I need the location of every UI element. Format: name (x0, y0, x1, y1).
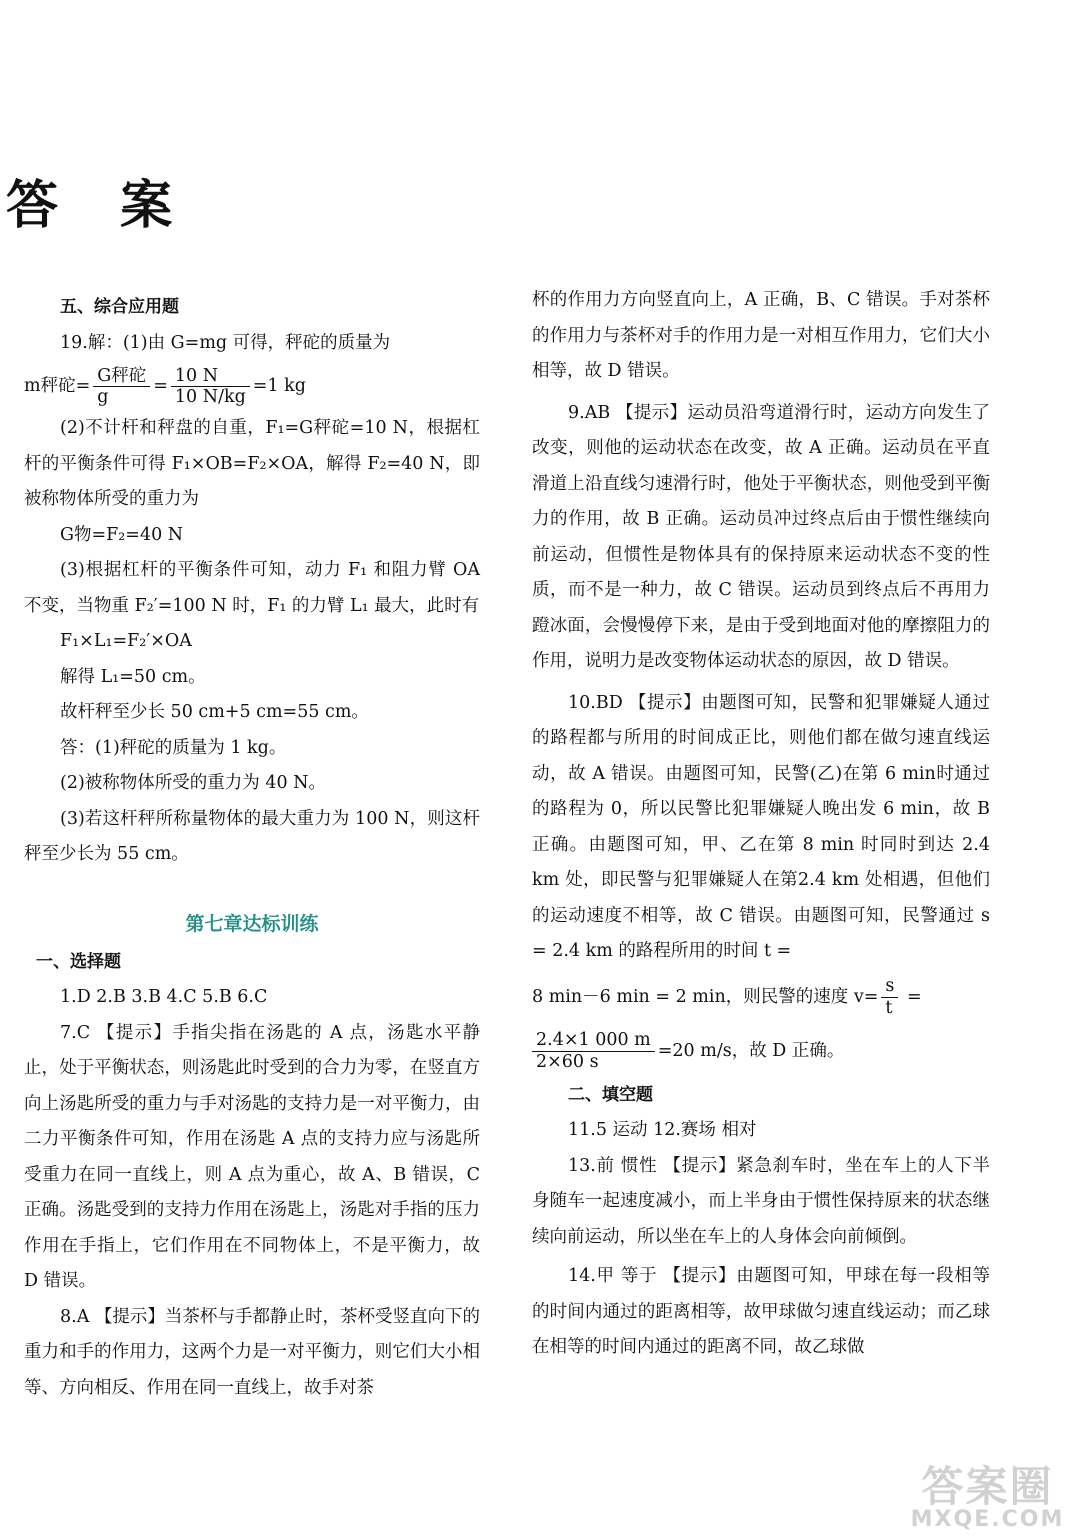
formula-lhs: m秤砣= (24, 376, 91, 396)
q9-explanation: 9.AB 【提示】运动员沿弯道滑行时，运动方向发生了改变，则他的运动状态在改变，故 A 正确。运动员在平直滑道上沿直线匀速滑行时，他处于平衡状态，则他受到平衡力的作用，故 B 正确。运动员冲过终点后由于惯性继续向前运动，但惯性是物体具有的保持原来运动状态不变的性质，而不是一种力，故 C 错误。运动员到终点后不再用力蹬冰面，会慢慢停下来，是由于受到地面对他的摩擦阻力的作用，说明力是改变物体运动状态的原因，故 D 错误。 (532, 402, 990, 671)
q7-explanation: 7.C 【提示】手指尖指在汤匙的 A 点，汤匙水平静止，处于平衡状态，则汤匙此时受到的合力为零，在竖直方向上汤匙所受的重力与手对汤匙的支持力是一对平衡力，由二力平衡条件可知，作用在汤匙 A 点的支持力应与汤匙所受重力在同一直线上，则 A 点为重心，故 A、B 错误，C 正确。汤匙受到的支持力作用在汤匙上，汤匙对手指的压力作用在手指上，它们作用在不同物体上，不是平衡力，故 D 错误。 (24, 1022, 480, 1291)
q14-explanation: 14.甲 等于 【提示】由题图可知，甲球在每一段相等的时间内通过的距离相等，故甲球做匀速直线运动；而乙球在相等的时间内通过的距离不同，故乙球做 (532, 1266, 990, 1357)
fraction-distance-time (532, 1030, 655, 1072)
watermark-logo (900, 1462, 1075, 1533)
fraction-numerator: G秤砣 (93, 366, 150, 387)
section-heading-fill: 二、填空题 (568, 1084, 653, 1105)
chapter-title: 第七章达标训练 (185, 912, 319, 935)
q8-explanation-continued: 杯的作用力方向竖直向上，A 正确，B、C 错误。手对茶杯的作用力与茶杯对手的作用力是一对相互作用力，它们大小相等，故 D 错误。 (532, 290, 990, 381)
q19-formula-mass (24, 361, 480, 411)
fraction-denominator: 10 N/kg (174, 387, 246, 407)
q19-part3: (3)根据杠杆的平衡条件可知，动力 F₁ 和阻力臂 OA 不变，当物重 F₂′=100 N 时，F₁ 的力臂 L₁ 最大，此时有 (24, 560, 480, 616)
watermark-cn: 答案圈 (921, 1462, 1054, 1511)
q13-explanation: 13.前 惯性 【提示】紧急刹车时，坐在车上的人下半身随车一起速度减小，而上半身由于惯性保持原来的状态继续向前运动，所以坐在车上的人身体会向前倾倒。 (532, 1155, 990, 1247)
q10-explanation: 10.BD 【提示】由题图可知，民警和犯罪嫌疑人通过的路程都与所用的时间成正比，则他们都在做匀速直线运动，故 A 错误。由题图可知，民警(乙)在第 6 min时通过的路程为 0，所以民警比犯罪嫌疑人晚出发 6 min，故 B 正确。由题图可知，甲、乙在第 8 min 时同时到达 2.4 km 处，即民警与犯罪嫌疑人在第2.4 km 处相遇，但他们的运动速度不相等，故 C 错误。由题图可知，民警通过 s = 2.4 km 的路程所用的时间 t = (532, 692, 990, 961)
fill-answers-11-12: 11.5 运动 12.赛场 相对 (568, 1120, 757, 1140)
fraction-numerator: s (881, 976, 898, 997)
left-column (24, 290, 480, 1406)
q10-formula-result (532, 1024, 990, 1078)
q19-part2: (2)不计杆和秤盘的自重，F₁=G秤砣=10 N，根据杠杆的平衡条件可得 F₁×OB=F₂×OA，解得 F₂=40 N，即被称物体所受的重力为 (24, 418, 480, 509)
fraction-denominator: 2×60 s (536, 1051, 599, 1072)
q19-answer-3: (3)若这杆秤所称量物体的最大重力为 100 N，则这杆秤至少长为 55 cm。 (24, 808, 480, 864)
fraction-s-over-t (881, 976, 898, 1018)
fraction-g-over-g (93, 366, 150, 408)
page-title: 答 案 (6, 176, 195, 236)
fraction-denominator: g (97, 387, 109, 407)
formula-equals: = (153, 376, 168, 396)
fraction-denominator: t (885, 997, 893, 1018)
q19-answer-1: 答：(1)秤砣的质量为 1 kg。 (60, 737, 287, 758)
formula-tail: =20 m/s，故 D 正确。 (657, 1040, 845, 1061)
q19-solve-l1: 解得 L₁=50 cm。 (60, 666, 206, 687)
formula-text: 8 min－6 min = 2 min，则民警的速度 v= (532, 986, 879, 1007)
fraction-numerator: 2.4×1 000 m (532, 1030, 655, 1051)
multiple-choice-answers: 1.D 2.B 3.B 4.C 5.B 6.C (60, 987, 268, 1007)
q8-explanation: 8.A 【提示】当茶杯与手都静止时，茶杯受竖直向下的重力和手的作用力，这两个力是一对平衡力，则它们大小相等、方向相反、作用在同一直线上，故手对茶 (24, 1306, 480, 1398)
q19-total-length: 故杆秤至少长 50 cm+5 cm=55 cm。 (60, 702, 369, 722)
section-heading-comprehensive: 五、综合应用题 (60, 297, 179, 317)
right-column (532, 283, 990, 1366)
section-heading-choice: 一、选择题 (36, 951, 121, 972)
q19-equation-weight: G物=F₂=40 N (60, 524, 184, 545)
formula-result: =1 kg (252, 376, 306, 396)
fraction-values (171, 366, 250, 408)
q19-answer-2: (2)被称物体所受的重力为 40 N。 (60, 773, 326, 793)
fraction-numerator: 10 N (171, 366, 250, 387)
q19-equation-lever: F₁×L₁=F₂′×OA (60, 631, 192, 651)
q19-intro: 19.解：(1)由 G=mg 可得，秤砣的质量为 (60, 332, 391, 353)
formula-tail: = (901, 986, 922, 1007)
watermark-url: MXQE.COM (910, 1507, 1065, 1532)
q10-formula-speed (532, 970, 990, 1024)
